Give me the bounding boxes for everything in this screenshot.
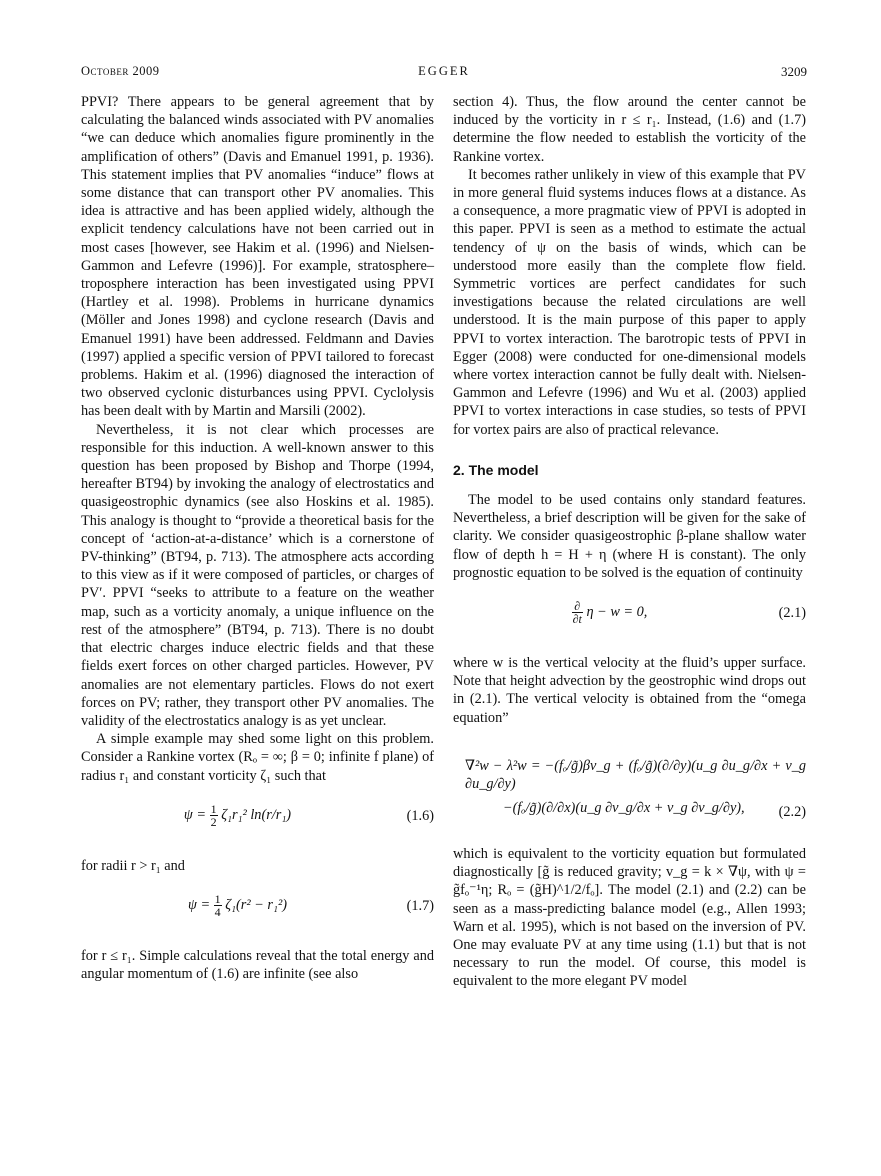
equation-2-2-line2: −(fₒ/g̃)(∂/∂x)(u_g ∂v_g/∂x + v_g ∂v_g/∂y), (503, 799, 745, 816)
equation-1-7-tail: ζ₁(r² − r₁²) (225, 896, 287, 913)
header-author: EGGER (418, 64, 470, 78)
equation-2-1: $\frac{\partial}{\partial t}$ η − w = 0, (2.1) (572, 599, 806, 627)
equation-1-6: ψ = $\frac{1}{2}$ ζ₁r₁² ln(r/r₁) (1.6) (183, 801, 434, 829)
section-heading: 2. The model (453, 461, 539, 478)
equation-1-6-tail: ζ₁r₁² ln(r/r₁) (221, 806, 292, 823)
paragraph: which is equivalent to the vorticity equation but formulated diagnostically [g̃ is reduced gravity; v_g = k × ∇ψ, with ψ = g̃fₒ⁻¹η; Rₒ = (g̃H)^1/2/fₒ]. The model (2.1) and (2.2) can be seen as a mass-predicting balance model (e.g., Allen 1993; Warn et al. 1995), which is not based on the inversion of PV. One may evaluate PV at any time using (1.1) but that is not necessary to run the model. Of course, this model is equivalent to the more elegant PV model (453, 845, 806, 990)
header-date: October 2009 (81, 64, 160, 78)
left-column (81, 93, 434, 983)
page-number: 3209 (781, 64, 807, 79)
page-header (81, 64, 807, 80)
paragraph: Nevertheless, it is not clear which processes are responsible for this induction. A well-known answer to this question has been proposed by Bishop and Thorpe (1994, hereafter BT94) by invoking the analogy of electrostatics and quasigeostrophic dynamics (see also Hoskins et al. 1985). This analogy is thought to “provide a theoretical basis for the concept of ‘action-at-a-distance’ which is a cornerstone of PV-thinking” (BT94, p. 713). The atmosphere acts according to this view as if it were composed of particles, or charges of PV′. PPVI “seeks to attribute to a feature on the weather map, such as a vorticity anomaly, a unique influence on the rest of the atmosphere” (BT94, p. 713). There is no doubt that electric charges induce electric fields and that these fields exert forces on other charged particles. However, PV anomalies are not elementary particles. Flows do not exert forces on PV; rather, they transport other PV anomalies. The validity of the electrostatics analogy is as yet unclear. (81, 421, 434, 729)
equation-number: (2.1) (778, 605, 806, 622)
equation-number: (1.7) (406, 897, 434, 914)
paragraph: section 4). Thus, the flow around the center cannot be induced by the vorticity in r ≤ r₁. Instead, (1.6) and (1.7) determine the flow needed to establish the vorticity of the Rankine vortex. (453, 94, 806, 165)
equation-number: (2.2) (778, 803, 806, 820)
equation-2-1-tail: η − w = 0, (586, 603, 648, 620)
equation-1-7: ψ = $\frac{1}{4}$ ζ₁(r² − r₁²) (1.7) (187, 891, 434, 919)
right-column (453, 93, 806, 991)
paragraph: The model to be used contains only standard features. Nevertheless, a brief description will be given for the sake of clarity. We consider quasigeostrophic β-plane shallow water flow of depth h = H + η (where H is constant). The only prognostic equation to be solved is the equation of continuity (453, 492, 806, 581)
paragraph: It becomes rather unlikely in view of this example that PV in more general fluid systems induces flows at a distance. As a consequence, a more pragmatic view of PPVI is adopted in this paper. PPVI is seen as a method to estimate the actual tendency of ψ on the basis of winds, which can be understood more easily than the complete flow field. Symmetric vortices are perfect candidates for such investigations because the related circulations are well understood. It is the main purpose of this paper to apply PPVI to vortex interaction. The barotropic tests of PPVI in Egger (2008) were conducted for one-dimensional models where vortex interaction cannot be fully dealt with. Nielsen-Gammon and Lefevre (1996) and Wu et al. (2003) applied PPVI to vortex interactions in case studies, so tests of PPVI for vortex pairs are also of practical relevance. (453, 166, 806, 438)
equation-2-2-line1: ∇²w − λ²w = −(fₒ/g̃)βv_g + (fₒ/g̃)(∂/∂y)(u_g ∂u_g/∂x + v_g ∂u_g/∂y) (465, 757, 806, 793)
paragraph: where w is the vertical velocity at the fluid’s upper surface. Note that height advection by the geostrophic wind drops out in (2.1). The vertical velocity is obtained from the “omega equation” (453, 655, 806, 726)
paragraph: for radii r > r₁ and (81, 857, 185, 874)
equation-2-2 (453, 743, 806, 829)
equation-number: (1.6) (406, 807, 434, 824)
paragraph: for r ≤ r₁. Simple calculations reveal that the total energy and angular momentum of (1.6) are infinite (see also (81, 947, 434, 983)
paragraph: PPVI? There appears to be general agreement that by calculating the balanced winds associated with PV anomalies “we can deduce which anomalies figure prominently in the amplification of others” (Davis and Emanuel 1991, p. 1936). This statement implies that PV anomalies “induce” flows at some distance that can transport other PV anomalies. This idea is attractive and has been applied widely, although the explicit tendency calculations have not been carried out in most cases [however, see Hakim et al. (1996) and Nielsen-Gammon and Lefevre (1996)]. For example, stratosphere–troposphere interaction has been investigated using PPVI (Hartley et al. 1998). Problems in hurricane dynamics (Möller and Jones 1998) and cyclone research (Davis and Emanuel 1991) have been addressed. Feldmann and Davies (1997) applied a specific version of PPVI tailored to forecast problems. Hakim et al. (1996) diagnosed the interaction of two observed cyclonic disturbances using PPVI. Cyclolysis has been dealt with by Martin and Marsili (2002). (81, 94, 434, 420)
paragraph: A simple example may shed some light on this problem. Consider a Rankine vortex (Rₒ = ∞; β = 0; infinite f plane) of radius r₁ and constant vorticity ζ₁ such that (81, 731, 434, 784)
